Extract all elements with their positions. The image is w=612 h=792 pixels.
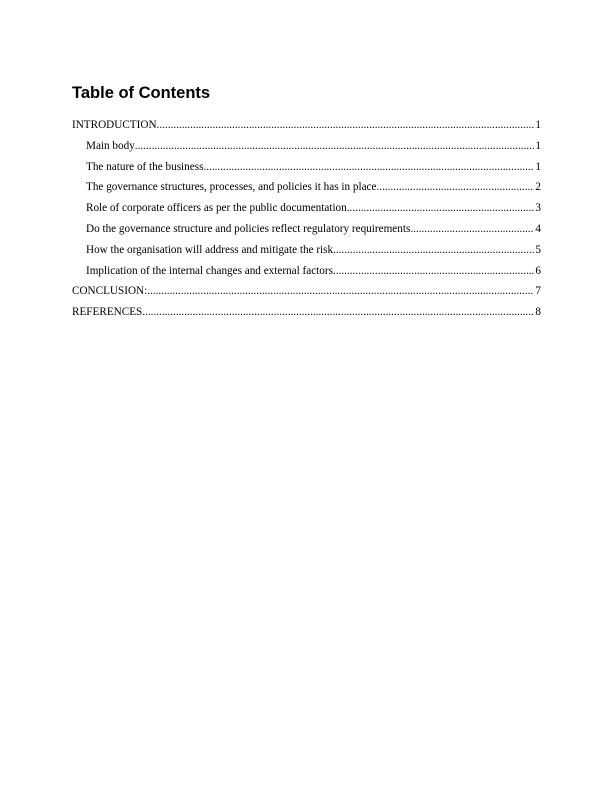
toc-page-number: 6 bbox=[535, 264, 541, 277]
toc-page-number: 7 bbox=[535, 285, 541, 298]
toc-dot-leader bbox=[203, 157, 534, 178]
toc-entry-text: INTRODUCTION bbox=[72, 119, 157, 131]
toc-entry-text: REFERENCES bbox=[72, 306, 143, 319]
toc-entry-conclusion[interactable] bbox=[72, 281, 541, 302]
toc-dot-leader bbox=[410, 219, 534, 240]
toc-page-number: 1 bbox=[535, 160, 541, 173]
toc-dot-leader bbox=[376, 177, 534, 198]
toc-entry-text: The governance structures, processes, and policies it has in place bbox=[86, 181, 377, 194]
toc-entry-mitigate-risk[interactable] bbox=[72, 240, 541, 261]
toc-dot-leader bbox=[142, 302, 534, 323]
toc-entry-corporate-officers[interactable] bbox=[72, 198, 541, 219]
toc-page-number: 5 bbox=[535, 243, 541, 256]
toc-dot-leader bbox=[157, 115, 535, 136]
toc-entry-text: Main body bbox=[86, 139, 135, 152]
toc-list bbox=[72, 115, 541, 323]
toc-page-number: 1 bbox=[535, 139, 541, 152]
toc-page-number: 3 bbox=[535, 202, 541, 215]
toc-entry-text: Role of corporate officers as per the public documentation bbox=[86, 202, 347, 215]
toc-entry-references[interactable] bbox=[72, 302, 541, 323]
toc-entry-introduction[interactable] bbox=[72, 115, 541, 136]
toc-entry-text: Implication of the internal changes and external factors bbox=[86, 264, 333, 277]
toc-entry-main-body[interactable] bbox=[72, 136, 541, 157]
toc-page-number: 8 bbox=[535, 306, 541, 319]
toc-dot-leader bbox=[333, 240, 534, 261]
toc-dot-leader bbox=[347, 198, 535, 219]
toc-entry-text: Do the governance structure and policies reflect regulatory requirements bbox=[86, 222, 411, 235]
toc-entry-governance-structures[interactable] bbox=[72, 177, 541, 198]
toc-dot-leader bbox=[135, 136, 535, 157]
toc-entry-text: How the organisation will address and mitigate the risk bbox=[86, 243, 334, 256]
toc-entry-text: CONCLUSION: bbox=[72, 285, 148, 298]
toc-entry-regulatory-requirements[interactable] bbox=[72, 219, 541, 240]
toc-title: Table of Contents bbox=[72, 84, 211, 102]
toc-dot-leader bbox=[333, 261, 534, 282]
toc-dot-leader bbox=[147, 281, 534, 302]
toc-page-number: 2 bbox=[535, 181, 541, 194]
toc-entry-internal-external-factors[interactable] bbox=[72, 261, 541, 282]
toc-page-number: 4 bbox=[535, 222, 541, 235]
toc-page-number: 1 bbox=[535, 119, 541, 131]
toc-entry-nature-of-business[interactable] bbox=[72, 157, 541, 178]
toc-entry-text: The nature of the business bbox=[86, 160, 204, 173]
